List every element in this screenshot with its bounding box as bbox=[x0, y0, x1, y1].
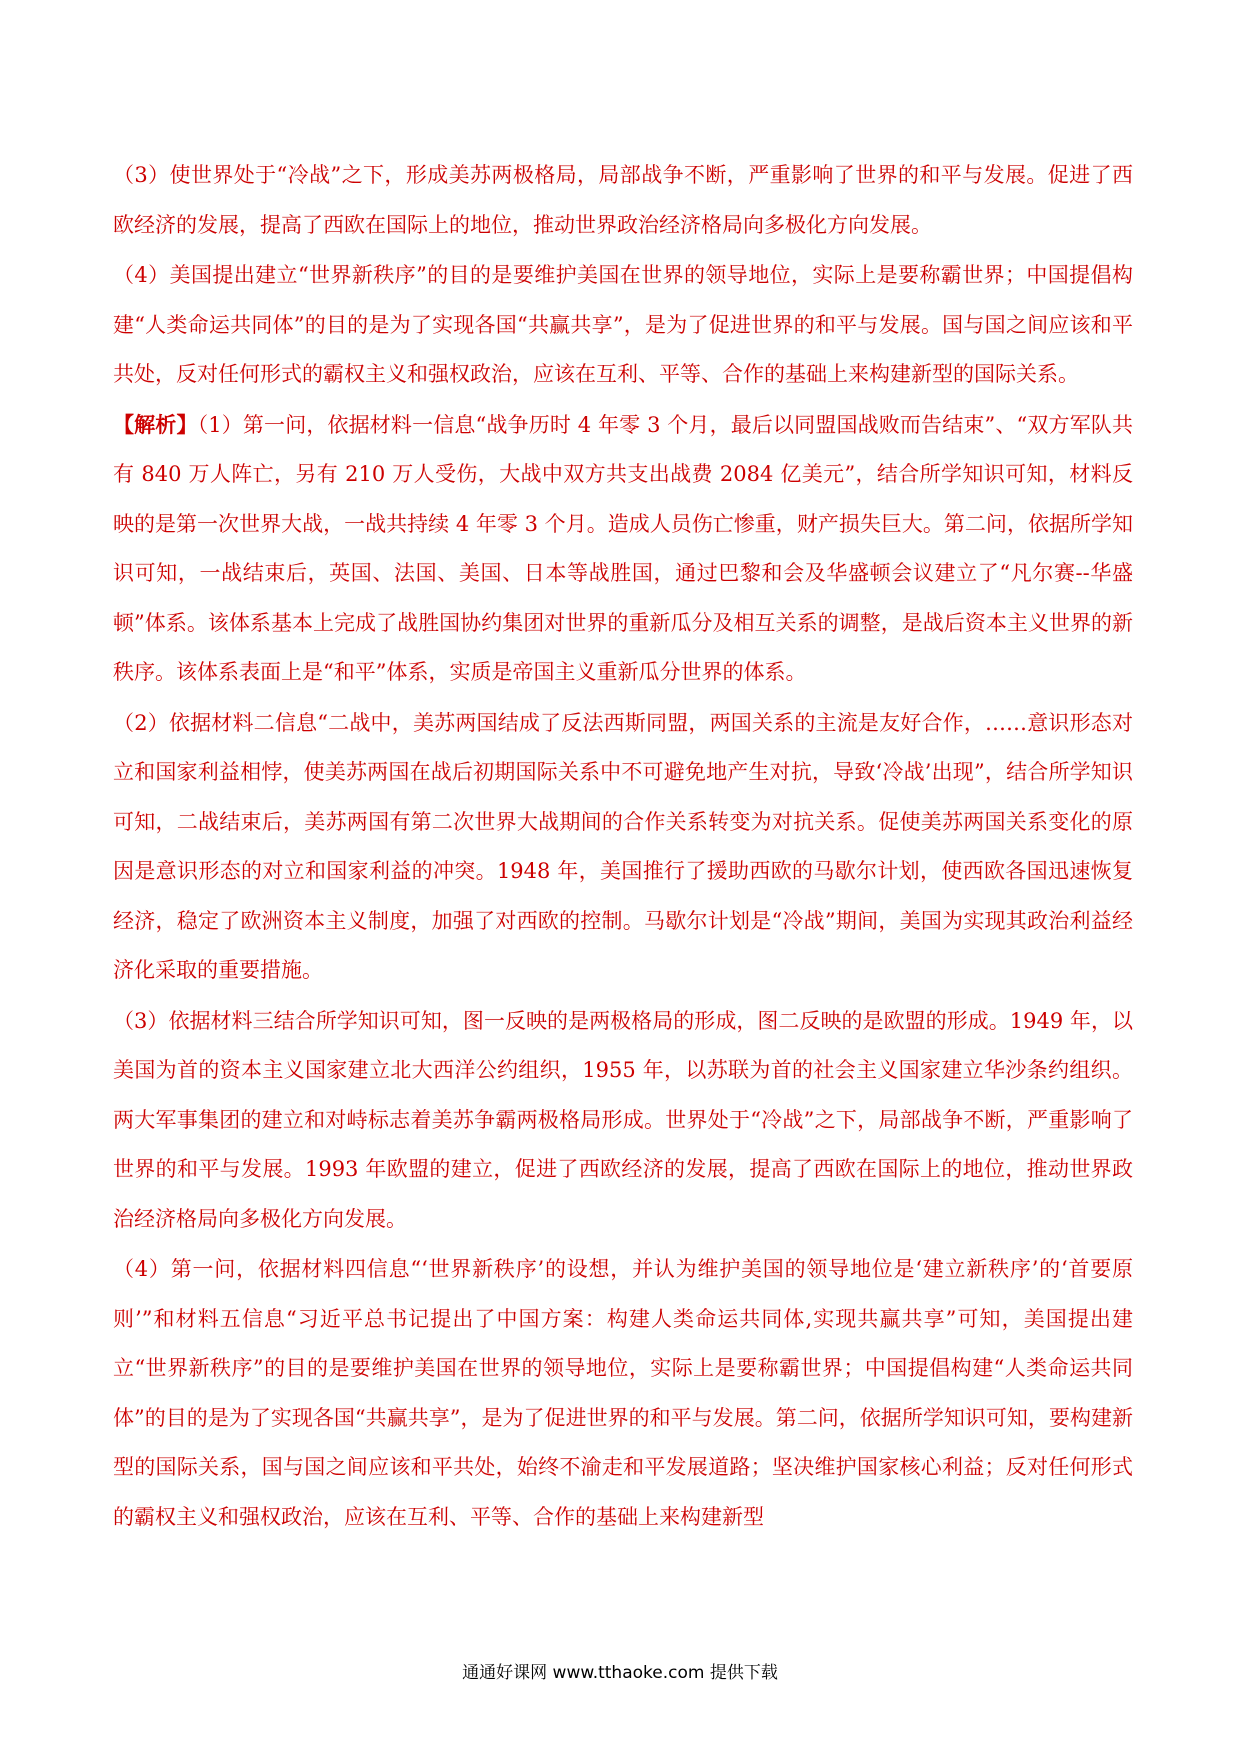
analysis-paragraph-4 bbox=[113, 1244, 1133, 1542]
paragraph-text: （4）第一问，依据材料四信息“‘世界新秩序’的设想，并认为维护美国的领导地位是‘建立新秩序’的‘首要原则’”和材料五信息“习近平总书记提出了中国方案：构建人类命运共同体,实现共赢共享”可知，美国提出建立“世界新秩序”的目的是要维护美国在世界的领导地位，实际上是要称霸世界；中国提倡构建“人类命运共同体”的目的是为了实现各国“共赢共享”，是为了促进世界的和平与发展。第二问，依据所学知识可知，要构建新型的国际关系，国与国之间应该和平共处，始终不渝走和平发展道路；坚决维护国家核心利益；反对任何形式的霸权主义和强权政治，应该在互利、平等、合作的基础上来构建新型 bbox=[113, 1257, 1133, 1529]
paragraph-text: （2）依据材料二信息“二战中，美苏两国结成了反法西斯同盟，两国关系的主流是友好合作，……意识形态对立和国家利益相悖，使美苏两国在战后初期国际关系中不可避免地产生对抗，导致‘冷战’出现”，结合所学知识可知，二战结束后，美苏两国有第二次世界大战期间的合作关系转变为对抗关系。促使美苏两国关系变化的原因是意识形态的对立和国家利益的冲突。1948 年，美国推行了援助西欧的马歇尔计划，使西欧各国迅速恢复经济，稳定了欧洲资本主义制度，加强了对西欧的控制。马歇尔计划是“冷战”期间，美国为实现其政治利益经济化采取的重要措施。 bbox=[113, 710, 1133, 982]
answer-paragraph-4 bbox=[113, 250, 1133, 400]
answer-paragraph-3 bbox=[113, 150, 1133, 250]
analysis-paragraph-3 bbox=[113, 996, 1133, 1245]
paragraph-text: （1）第一问，依据材料一信息“战争历时 4 年零 3 个月，最后以同盟国战败而告结束”、“双方军队共有 840 万人阵亡，另有 210 万人受伤，大战中双方共支出战费 2084 亿美元”，结合所学知识可知，材料反映的是第一次世界大战，一战共持续 4 年零 3 个月。造成人员伤亡惨重，财产损失巨大。第二问，依据所学知识可知，一战结束后，英国、法国、美国、日本等战胜国，通过巴黎和会及华盛顿会议建立了“凡尔赛--华盛顿”体系。该体系基本上完成了战胜国协约集团对世界的重新瓜分及相互关系的调整，是战后资本主义世界的新秩序。该体系表面上是“和平”体系，实质是帝国主义重新瓜分世界的体系。 bbox=[113, 412, 1133, 684]
paragraph-text: （3）使世界处于“冷战”之下，形成美苏两极格局，局部战争不断，严重影响了世界的和平与发展。促进了西欧经济的发展，提高了西欧在国际上的地位，推动世界政治经济格局向多极化方向发展。 bbox=[113, 163, 1133, 237]
page-footer: 通通好课网 www.tthaoke.com 提供下载 bbox=[462, 1663, 778, 1683]
analysis-paragraph-2 bbox=[113, 698, 1133, 996]
answer-content bbox=[113, 150, 1133, 1542]
paragraph-text: （4）美国提出建立“世界新秩序”的目的是要维护美国在世界的领导地位，实际上是要称霸世界；中国提倡构建“人类命运共同体”的目的是为了实现各国“共赢共享”，是为了促进世界的和平与发展。国与国之间应该和平共处，反对任何形式的霸权主义和强权政治，应该在互利、平等、合作的基础上来构建新型的国际关系。 bbox=[113, 263, 1133, 386]
analysis-tag: 【解析】 bbox=[113, 411, 198, 437]
paragraph-text: （3）依据材料三结合所学知识可知，图一反映的是两极格局的形成，图二反映的是欧盟的形成。1949 年，以美国为首的资本主义国家建立北大西洋公约组织，1955 年，以苏联为首的社会主义国家建立华沙条约组织。两大军事集团的建立和对峙标志着美苏争霸两极格局形成。世界处于“冷战”之下，局部战争不断，严重影响了世界的和平与发展。1993 年欧盟的建立，促进了西欧经济的发展，提高了西欧在国际上的地位，推动世界政治经济格局向多极化方向发展。 bbox=[113, 1008, 1133, 1231]
analysis-paragraph-1 bbox=[113, 400, 1133, 698]
